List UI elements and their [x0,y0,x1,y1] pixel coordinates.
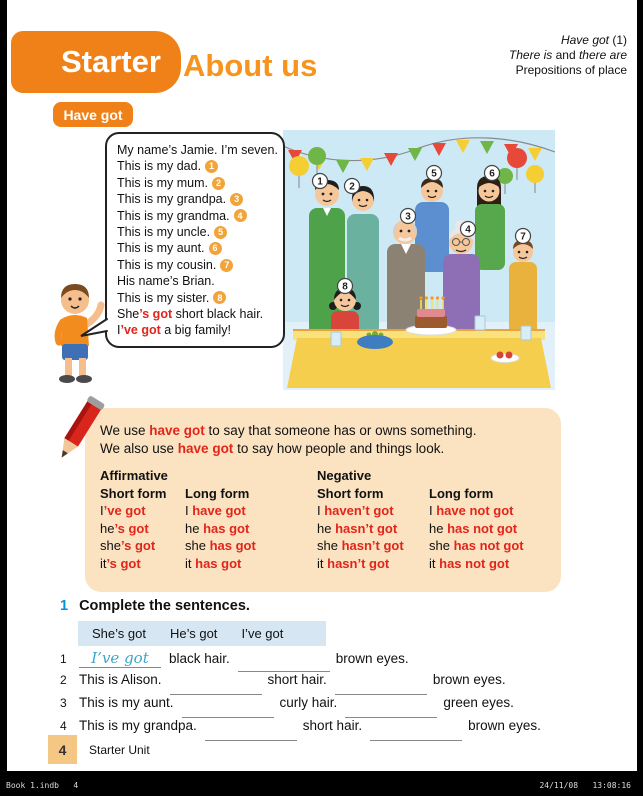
grammar-cell: I have not got [429,503,514,518]
answer-blank [370,728,462,741]
grammar-cell: I haven’t got [317,503,394,518]
person-number-badge: 4 [234,209,247,222]
short-form-header: Short form [317,485,384,501]
sentence-text: green eyes. [443,695,514,710]
sentence-text: short hair. [267,672,327,687]
have-got-badge: Have got [53,102,133,127]
sentence-row [60,672,620,695]
person-number-marker: 2 [349,181,355,193]
sentence-text: This is my grandpa. [79,718,197,733]
textbook-page [7,0,637,771]
print-bar-right: 24/11/08 13:08:16 [539,781,631,790]
topics-block [509,33,627,78]
person-number-badge: 8 [213,291,226,304]
affirmative-header: Affirmative [100,468,168,483]
sentence-number: 2 [60,673,67,687]
answer-blank [205,728,297,741]
grammar-panel [85,408,561,592]
negative-header: Negative [317,468,372,483]
person-number-marker: 1 [317,176,323,188]
answer-blank [335,682,427,695]
sentence-text: This is my aunt. [79,695,174,710]
speech-line: His name’s Brian. [117,274,215,289]
grammar-cell: I’ve got [100,503,146,518]
grammar-cell: it’s got [100,555,141,571]
grammar-cell: he’s got [100,520,149,536]
topic-line-2: There is and there are [508,48,627,62]
grammar-cell: he has got [185,520,250,536]
grammar-cell: it has got [185,555,242,571]
speech-line: This is my grandpa. 3 [117,191,277,207]
pencil-icon [47,394,107,477]
speech-line: This is my sister. 8 [117,290,277,306]
grammar-intro-line: We also use have got to say how people and things look. [100,441,445,456]
sentence-text: curly hair. [279,695,338,710]
short-form-header: Short form [100,485,167,501]
speech-line: This is my cousin. 7 [117,257,277,273]
person-number-badge: 2 [212,177,225,190]
grammar-cell: she has not got [429,538,524,553]
page-number-box: 4 [48,735,77,764]
grammar-cell: it has not got [429,555,510,571]
unit-label: Starter [61,44,161,79]
word-bank-item: He’s got [169,626,218,641]
person-number-marker: 6 [489,168,495,180]
speech-line: This is my aunt. 6 [117,240,277,256]
long-form-header: Long form [429,485,494,501]
answer-blank [238,659,330,672]
unit-banner [11,31,181,93]
word-bank [78,621,326,646]
speech-line: This is my grandma. 4 [117,208,277,224]
grammar-cell: she has got [185,538,256,553]
person-number-marker: 3 [405,211,411,223]
person-number-marker: 4 [465,224,471,236]
person-number-badge: 5 [214,226,227,239]
speech-line: This is my dad. 1 [117,158,277,174]
sentence-text: brown eyes. [468,718,541,733]
speech-line: I’ve got a big family! [117,323,231,338]
exercise-title: Complete the sentences. [79,598,250,614]
speech-bubble-tail-icon [79,316,109,347]
exercise-sentences [60,649,620,741]
page-title: About us [183,48,318,83]
speech-line: My name’s Jamie. I’m seven. [117,143,278,157]
sentence-number: 3 [60,696,67,710]
grammar-cell: she’s got [100,538,156,553]
sentence-number: 4 [60,719,67,733]
sentence-text: brown eyes. [335,651,409,666]
speech-line: She’s got short black hair. [117,307,264,322]
answer-blank [345,705,437,718]
person-number-badge: 3 [230,193,243,206]
unit-name: Starter Unit [89,743,150,757]
sentence-number: 1 [60,652,67,666]
print-bar-left: Book 1.indb 4 [6,781,79,790]
grammar-cell: he hasn’t got [317,520,398,536]
person-number-badge: 7 [220,259,233,272]
long-form-header: Long form [185,485,250,501]
print-bar [0,771,643,796]
answer-blank [170,682,262,695]
answer-blank [182,705,274,718]
sentence-text: short hair. [302,718,363,733]
sentence-row [60,649,620,672]
speech-line: This is my uncle. 5 [117,224,277,240]
person-number-marker: 8 [342,281,348,293]
person-number-badge: 1 [205,160,218,173]
person-aunt [475,176,505,270]
person-number-marker: 5 [431,168,437,180]
sentence-text: This is Alison. [79,672,162,687]
grammar-cell: he has not got [429,520,518,536]
topic-line-1: Have got (1) [560,33,627,47]
grammar-cell: it hasn’t got [317,555,390,571]
sentence-text: brown eyes. [432,672,506,687]
exercise-number: 1 [60,598,69,614]
sentence-text: black hair. [169,651,230,666]
topic-line-3: Prepositions of place [515,63,627,77]
answer-handwritten: I’ve got [79,649,161,668]
word-bank-item: I’ve got [241,626,284,641]
family-party-illustration [283,130,555,395]
grammar-table [100,467,561,572]
sentence-row [60,695,620,718]
word-bank-item: She’s got [92,626,146,641]
speech-line: This is my mum. 2 [117,175,277,191]
grammar-cell: she hasn’t got [317,538,404,553]
person-number-badge: 6 [209,242,222,255]
exercise-heading [60,598,250,614]
grammar-intro-line: We use have got to say that someone has or owns something. [100,423,477,438]
person-number-marker: 7 [520,231,526,243]
sentence-row [60,718,620,741]
grammar-cell: I have got [185,503,246,518]
speech-bubble [105,132,285,348]
